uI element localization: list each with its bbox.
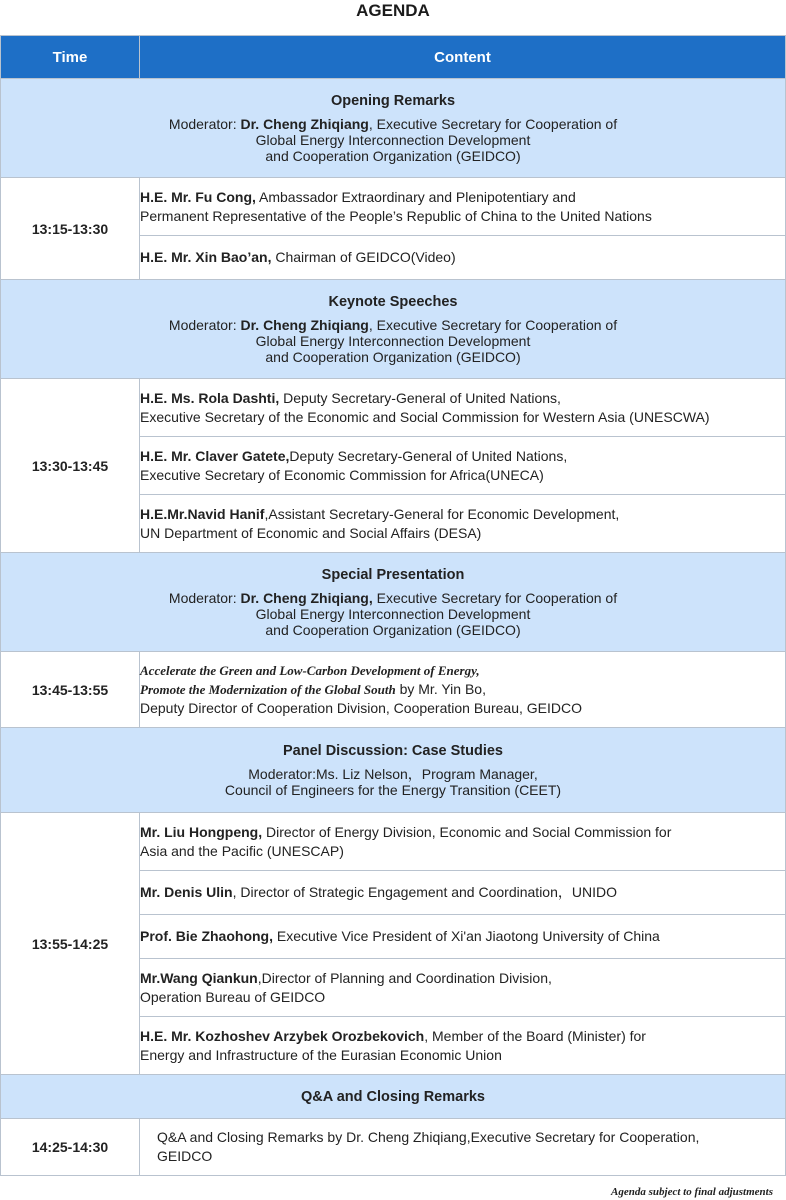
- speaker-title-cont: UN Department of Economic and Social Affairs (DESA): [140, 524, 482, 541]
- moderator-org-line: Global Energy Interconnection Development: [255, 131, 531, 148]
- speaker-name: H.E. Mr. Fu Cong,: [140, 188, 256, 205]
- speaker-navid-hanif: [140, 495, 786, 553]
- speaker-bie-zhaohong: [140, 915, 786, 959]
- moderator-org-line: and Cooperation Organization (GEIDCO): [265, 147, 521, 164]
- time-slot: 14:25-14:30: [1, 1119, 140, 1176]
- footnote: Agenda subject to final adjustments: [611, 1186, 773, 1198]
- moderator-org-line: and Cooperation Organization (GEIDCO): [265, 621, 521, 638]
- speaker-title: Director of Energy Division, Economic and Social Commission for: [262, 823, 672, 840]
- moderator-line: [1, 317, 785, 333]
- speaker-name: Mr.Wang Qiankun: [140, 969, 258, 986]
- presenter-name: by Mr. Yin Bo,: [395, 681, 486, 697]
- moderator-prefix: Moderator:: [168, 316, 241, 333]
- speaker-row: [1, 178, 786, 236]
- section-title: Q&A and Closing Remarks: [301, 1088, 485, 1105]
- speaker-name: Prof. Bie Zhaohong,: [140, 928, 273, 944]
- moderator-line: [1, 590, 785, 606]
- moderator-name: Dr. Cheng Zhiqiang: [240, 115, 369, 132]
- section-title: Keynote Speeches: [328, 293, 458, 310]
- section-special: [1, 553, 786, 652]
- speaker-title: Executive Vice President of Xi'an Jiaotong University of China: [273, 928, 660, 944]
- moderator-line: [1, 116, 785, 132]
- speaker-row: [1, 1119, 786, 1176]
- speaker-rola-dashti: [140, 379, 786, 437]
- section-title: Opening Remarks: [330, 92, 456, 109]
- speaker-title: ,Director of Planning and Coordination Division,: [257, 969, 552, 986]
- speaker-title-cont: Energy and Infrastructure of the Eurasian Economic Union: [140, 1046, 502, 1063]
- header-row: [1, 36, 786, 79]
- section-row-opening: [1, 79, 786, 178]
- presenter-title: Deputy Director of Cooperation Division, Cooperation Bureau, GEIDCO: [140, 700, 582, 716]
- section-row-panel: [1, 728, 786, 813]
- moderator-org-line: Global Energy Interconnection Development: [255, 605, 531, 622]
- moderator-org-line: and Cooperation Organization (GEIDCO): [265, 348, 521, 365]
- speaker-title-cont: Permanent Representative of the People’s Republic of China to the United Nations: [140, 207, 652, 224]
- section-row-keynote: [1, 280, 786, 379]
- speaker-row: [1, 813, 786, 871]
- speaker-name: H.E.Mr.Navid Hanif: [140, 505, 265, 522]
- speaker-title-cont: Executive Secretary of the Economic and Social Commission for Western Asia (UNESCWA): [140, 408, 710, 425]
- speaker-yin-bo: [140, 652, 786, 728]
- moderator-prefix: Moderator:: [168, 589, 241, 606]
- speaker-name: H.E. Mr. Kozhoshev Arzybek Orozbekovich: [140, 1027, 425, 1044]
- time-slot: 13:30-13:45: [1, 379, 140, 553]
- section-title: Special Presentation: [321, 566, 465, 583]
- speaker-name: Mr. Denis Ulin: [140, 884, 233, 900]
- speaker-title-cont: Executive Secretary of Economic Commission for Africa(UNECA): [140, 466, 544, 483]
- moderator-prefix: Moderator:: [168, 115, 241, 132]
- time-slot: 13:45-13:55: [1, 652, 140, 728]
- presentation-title-line2: Promote the Modernization of the Global South: [140, 682, 396, 697]
- time-slot: 13:15-13:30: [1, 178, 140, 280]
- speaker-title: Deputy Secretary-General of United Nations,: [289, 447, 568, 464]
- speaker-name: Mr. Liu Hongpeng,: [140, 823, 263, 840]
- speaker-name: H.E. Ms. Rola Dashti,: [140, 389, 280, 406]
- moderator-org-line: Global Energy Interconnection Development: [255, 332, 531, 349]
- agenda-table: [0, 35, 786, 1176]
- speaker-liu-hongpeng: [140, 813, 786, 871]
- speaker-xin-baoan: [140, 236, 786, 280]
- speaker-denis-ulin: [140, 871, 786, 915]
- speaker-name: H.E. Mr. Xin Bao’an,: [140, 249, 272, 265]
- closing-line: Q&A and Closing Remarks by Dr. Cheng Zhiqiang,Executive Secretary for Cooperation,: [157, 1129, 700, 1145]
- section-qa: [1, 1075, 786, 1119]
- section-row-qa: [1, 1075, 786, 1119]
- header-time: Time: [1, 36, 140, 79]
- speaker-claver-gatete: [140, 437, 786, 495]
- section-title: Panel Discussion: Case Studies: [283, 742, 503, 759]
- moderator-title: , Executive Secretary for Cooperation of: [368, 115, 618, 132]
- speaker-title: Chairman of GEIDCO(Video): [271, 249, 456, 265]
- speaker-row: [1, 652, 786, 728]
- time-slot: 13:55-14:25: [1, 813, 140, 1075]
- moderator-org-line: Council of Engineers for the Energy Transition (CEET): [224, 781, 562, 798]
- moderator-title: Executive Secretary for Cooperation of: [372, 589, 618, 606]
- speaker-title: Deputy Secretary-General of United Nations,: [279, 389, 561, 406]
- speaker-name: H.E. Mr. Claver Gatete,: [140, 447, 290, 464]
- closing-remarks: [140, 1119, 786, 1176]
- closing-org: GEIDCO: [157, 1148, 213, 1164]
- speaker-title-cont: Asia and the Pacific (UNESCAP): [140, 842, 344, 859]
- section-row-special: [1, 553, 786, 652]
- speaker-title-cont: Operation Bureau of GEIDCO: [140, 988, 326, 1005]
- speaker-row: [1, 379, 786, 437]
- header-content: Content: [140, 36, 786, 79]
- speaker-title: Ambassador Extraordinary and Plenipotentiary and: [255, 188, 576, 205]
- page-title: AGENDA: [356, 1, 430, 20]
- moderator-name: Dr. Cheng Zhiqiang: [240, 316, 369, 333]
- presentation-title-line1: Accelerate the Green and Low-Carbon Development of Energy,: [140, 663, 480, 678]
- speaker-wang-qiankun: [140, 959, 786, 1017]
- speaker-title: ,Assistant Secretary-General for Economic Development,: [264, 505, 620, 522]
- speaker-title: , Member of the Board (Minister) for: [424, 1027, 646, 1044]
- speaker-fu-cong: [140, 178, 786, 236]
- speaker-kozhoshev: [140, 1017, 786, 1075]
- moderator-name: Dr. Cheng Zhiqiang,: [240, 589, 373, 606]
- section-keynote: [1, 280, 786, 379]
- section-panel: [1, 728, 786, 813]
- section-opening: [1, 79, 786, 178]
- moderator-line: Moderator:Ms. Liz Nelson，Program Manager,: [248, 765, 538, 782]
- speaker-title: , Director of Strategic Engagement and Coordination，UNIDO: [232, 884, 617, 900]
- moderator-title: , Executive Secretary for Cooperation of: [368, 316, 618, 333]
